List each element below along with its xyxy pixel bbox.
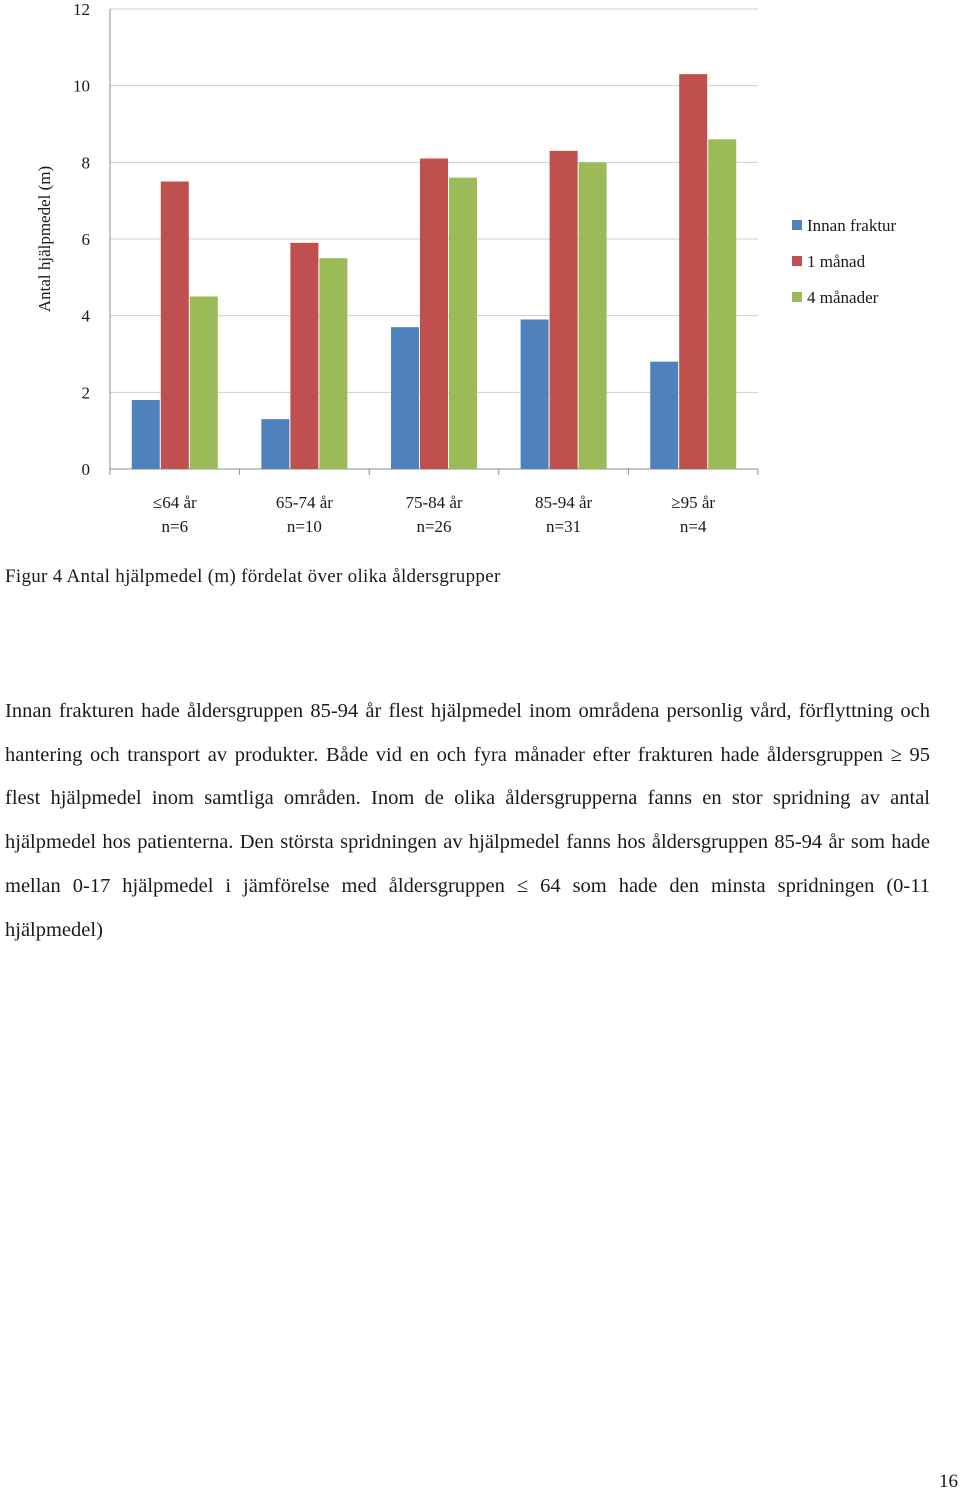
bar-innan-fraktur bbox=[261, 419, 289, 469]
y-tick-label: 6 bbox=[81, 230, 90, 249]
x-category-count: n=26 bbox=[416, 517, 452, 536]
bar-1-månad bbox=[290, 243, 318, 469]
bar-chart bbox=[0, 0, 960, 560]
legend-label: 4 månader bbox=[807, 288, 879, 307]
x-category-count: n=6 bbox=[161, 517, 189, 536]
legend-label: Innan fraktur bbox=[807, 216, 897, 235]
legend-swatch bbox=[792, 220, 802, 230]
bar-4-månader bbox=[449, 178, 477, 469]
bar-1-månad bbox=[550, 151, 578, 469]
bar-1-månad bbox=[420, 159, 448, 470]
page-number: 16 bbox=[939, 1471, 958, 1492]
x-category-count: n=4 bbox=[679, 517, 707, 536]
legend-swatch bbox=[792, 292, 802, 302]
body-paragraph: Innan frakturen hade åldersgruppen 85-94 år flest hjälpmedel inom områdena personlig vård, förflyttning och hantering och transport av produkter. Både vid en och fyra månader efter frakturen hade åldersgruppen ≥ 95 flest hjälpmedel inom samtliga områden. Inom de olika åldersgrupperna fanns en stor spridning av antal hjälpmedel hos patienterna. Den största spridningen av hjälpmedel fanns hos åldersgruppen 85-94 år som hade mellan 0-17 hjälpmedel i jämförelse med åldersgruppen ≤ 64 som hade den minsta spridningen (0-11 hjälpmedel) bbox=[5, 700, 930, 941]
x-category-count: n=10 bbox=[286, 517, 322, 536]
bar-4-månader bbox=[190, 297, 218, 470]
x-category-label: 75-84 år bbox=[405, 493, 463, 512]
y-tick-label: 12 bbox=[73, 0, 90, 19]
bar-4-månader bbox=[579, 162, 607, 469]
bar-innan-fraktur bbox=[132, 400, 160, 469]
y-tick-label: 0 bbox=[81, 460, 90, 479]
x-category-label: ≤64 år bbox=[152, 493, 197, 512]
y-tick-label: 10 bbox=[73, 76, 90, 96]
y-tick-label: 4 bbox=[81, 306, 90, 326]
figure-caption: Figur 4 Antal hjälpmedel (m) fördelat över olika åldersgrupper bbox=[5, 566, 501, 587]
legend-label: 1 månad bbox=[807, 252, 866, 271]
x-category-count: n=31 bbox=[546, 517, 582, 536]
bar-innan-fraktur bbox=[521, 320, 549, 470]
bar-innan-fraktur bbox=[650, 362, 678, 469]
y-tick-label: 8 bbox=[81, 153, 90, 173]
y-tick-label: 2 bbox=[81, 383, 90, 403]
x-category-label: 85-94 år bbox=[535, 493, 593, 512]
x-category-label: 65-74 år bbox=[275, 493, 333, 512]
bar-1-månad bbox=[161, 182, 189, 470]
bar-innan-fraktur bbox=[391, 327, 419, 469]
bar-1-månad bbox=[679, 74, 707, 469]
x-category-label: ≥95 år bbox=[671, 493, 716, 512]
legend-swatch bbox=[792, 256, 802, 266]
y-axis-title: Antal hjälpmedel (m) bbox=[35, 165, 54, 313]
bar-4-månader bbox=[319, 258, 347, 469]
bar-4-månader bbox=[708, 139, 736, 469]
